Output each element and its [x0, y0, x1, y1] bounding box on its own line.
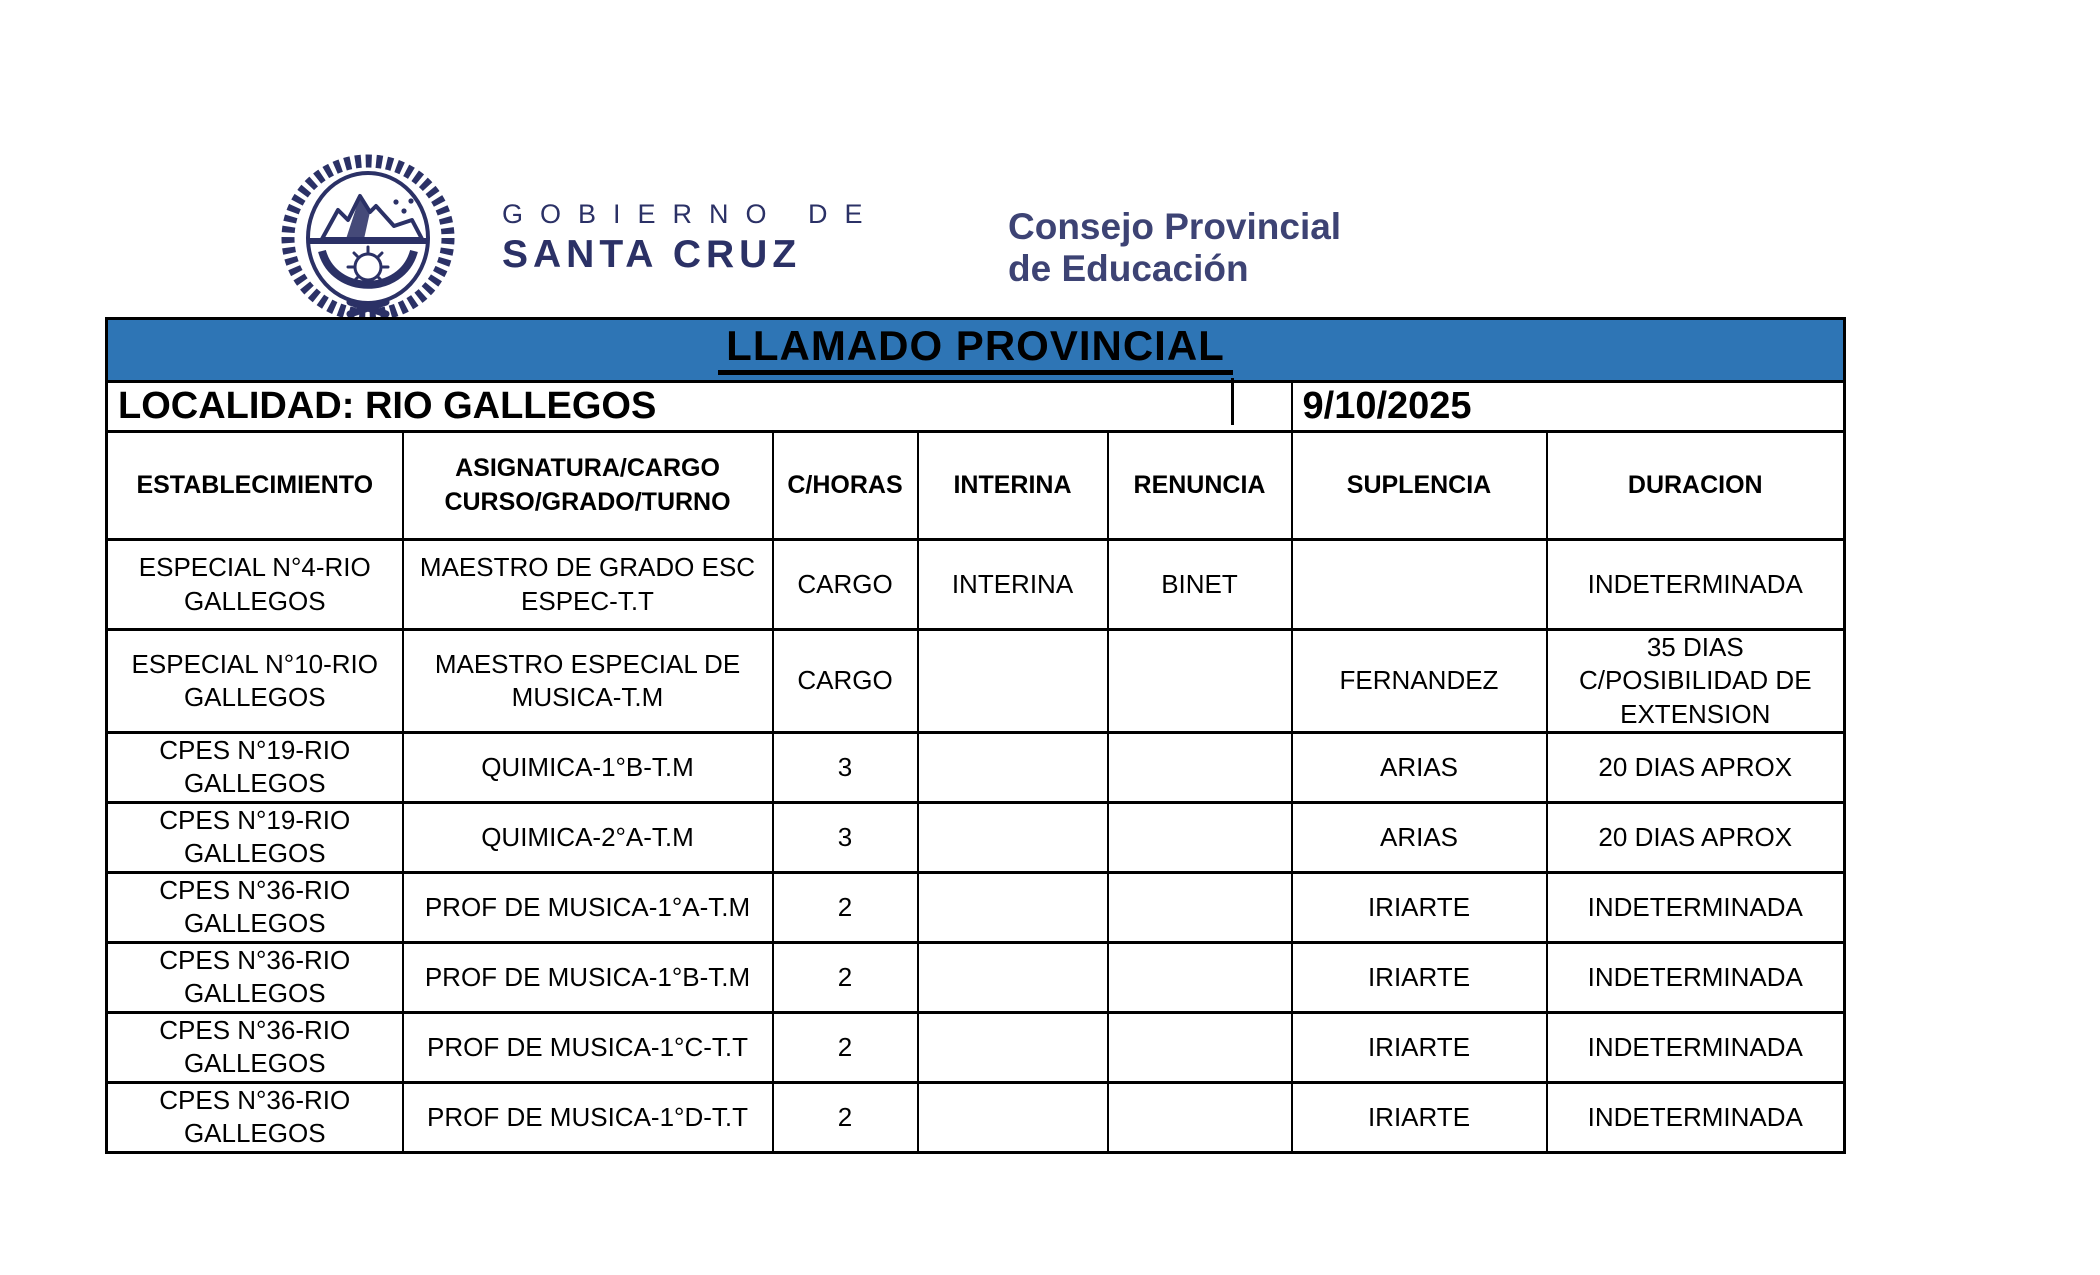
table-cell	[1108, 802, 1292, 872]
banner-cell	[107, 319, 1845, 382]
table-cell: INTERINA	[918, 540, 1108, 630]
province-text: SANTA CRUZ	[502, 233, 802, 276]
table-row	[107, 802, 1845, 872]
government-text: GOBIERNO DE	[502, 199, 880, 229]
table-cell: ESPECIAL N°10-RIO GALLEGOS	[107, 630, 403, 733]
llamado-provincial-table	[105, 317, 1846, 1154]
table-row	[107, 1012, 1845, 1082]
table-cell: IRIARTE	[1292, 942, 1547, 1012]
table-row	[107, 872, 1845, 942]
table-row	[107, 630, 1845, 733]
table-cell: 20 DIAS APROX	[1547, 802, 1845, 872]
date-cell: 9/10/2025	[1292, 382, 1845, 432]
table-cell: INDETERMINADA	[1547, 1082, 1845, 1152]
table-cell	[1108, 732, 1292, 802]
table-row	[107, 942, 1845, 1012]
table-cell: IRIARTE	[1292, 1082, 1547, 1152]
table-cell: FERNANDEZ	[1292, 630, 1547, 733]
table-cell: CPES N°36-RIO GALLEGOS	[107, 872, 403, 942]
table-cell: CPES N°19-RIO GALLEGOS	[107, 802, 403, 872]
table-header-row	[107, 432, 1845, 540]
info-row	[107, 382, 1845, 432]
table-cell: BINET	[1108, 540, 1292, 630]
table-cell: 20 DIAS APROX	[1547, 732, 1845, 802]
stray-cell-border	[1231, 378, 1234, 425]
table-cell: 3	[773, 802, 918, 872]
table-cell: PROF DE MUSICA-1°C-T.T	[403, 1012, 773, 1082]
col-header-suplencia: SUPLENCIA	[1292, 432, 1547, 540]
table-cell: QUIMICA-1°B-T.M	[403, 732, 773, 802]
table-cell	[1108, 942, 1292, 1012]
col-header-c-horas: C/HORAS	[773, 432, 918, 540]
council-wordmark	[1008, 206, 1341, 290]
table-cell: PROF DE MUSICA-1°D-T.T	[403, 1082, 773, 1152]
table-cell: MAESTRO DE GRADO ESC ESPEC-T.T	[403, 540, 773, 630]
table-cell	[1108, 1082, 1292, 1152]
table-body	[107, 540, 1845, 1153]
table-cell: CPES N°19-RIO GALLEGOS	[107, 732, 403, 802]
table-cell	[918, 802, 1108, 872]
locality-cell: LOCALIDAD: RIO GALLEGOS	[107, 382, 1292, 432]
table-cell: 3	[773, 732, 918, 802]
santa-cruz-coat-of-arms-icon	[272, 154, 464, 322]
table-cell: INDETERMINADA	[1547, 942, 1845, 1012]
table-cell	[1108, 1012, 1292, 1082]
document-title: LLAMADO PROVINCIAL	[718, 325, 1233, 376]
table-cell: PROF DE MUSICA-1°B-T.M	[403, 942, 773, 1012]
table-cell	[918, 872, 1108, 942]
council-line1: Consejo Provincial	[1008, 206, 1342, 247]
table-cell	[918, 1082, 1108, 1152]
table-cell: IRIARTE	[1292, 1012, 1547, 1082]
col-header-renuncia: RENUNCIA	[1108, 432, 1292, 540]
table-cell: 2	[773, 1012, 918, 1082]
table-cell: 35 DIAS C/POSIBILIDAD DE EXTENSION	[1547, 630, 1845, 733]
table-cell: CARGO	[773, 630, 918, 733]
table-cell	[918, 630, 1108, 733]
table-cell: CPES N°36-RIO GALLEGOS	[107, 1012, 403, 1082]
table-cell	[918, 732, 1108, 802]
table-cell	[918, 942, 1108, 1012]
table-row	[107, 1082, 1845, 1152]
col-header-interina: INTERINA	[918, 432, 1108, 540]
col-header-asignatura-cargo: ASIGNATURA/CARGO CURSO/GRADO/TURNO	[403, 432, 773, 540]
table-cell	[1292, 540, 1547, 630]
table-cell: ARIAS	[1292, 802, 1547, 872]
table-cell: 2	[773, 1082, 918, 1152]
table-cell: ESPECIAL N°4-RIO GALLEGOS	[107, 540, 403, 630]
table-cell: CARGO	[773, 540, 918, 630]
table-cell: IRIARTE	[1292, 872, 1547, 942]
col-header-establecimiento: ESTABLECIMIENTO	[107, 432, 403, 540]
government-wordmark	[502, 199, 880, 277]
table-row	[107, 732, 1845, 802]
table-cell	[918, 1012, 1108, 1082]
council-line2: de Educación	[1008, 247, 1249, 289]
table-cell: CPES N°36-RIO GALLEGOS	[107, 1082, 403, 1152]
col-header-duracion: DURACION	[1547, 432, 1845, 540]
table-cell	[1108, 872, 1292, 942]
table-cell: MAESTRO ESPECIAL DE MUSICA-T.M	[403, 630, 773, 733]
table-cell: INDETERMINADA	[1547, 1012, 1845, 1082]
table-cell: INDETERMINADA	[1547, 540, 1845, 630]
table-cell: ARIAS	[1292, 732, 1547, 802]
table-cell: PROF DE MUSICA-1°A-T.M	[403, 872, 773, 942]
table-cell: INDETERMINADA	[1547, 872, 1845, 942]
table-cell: 2	[773, 942, 918, 1012]
table-cell: CPES N°36-RIO GALLEGOS	[107, 942, 403, 1012]
table-cell: 2	[773, 872, 918, 942]
table-cell: QUIMICA-2°A-T.M	[403, 802, 773, 872]
llamado-table-wrap	[105, 317, 1849, 1154]
table-row	[107, 540, 1845, 630]
table-cell	[1108, 630, 1292, 733]
banner-row	[107, 319, 1845, 382]
